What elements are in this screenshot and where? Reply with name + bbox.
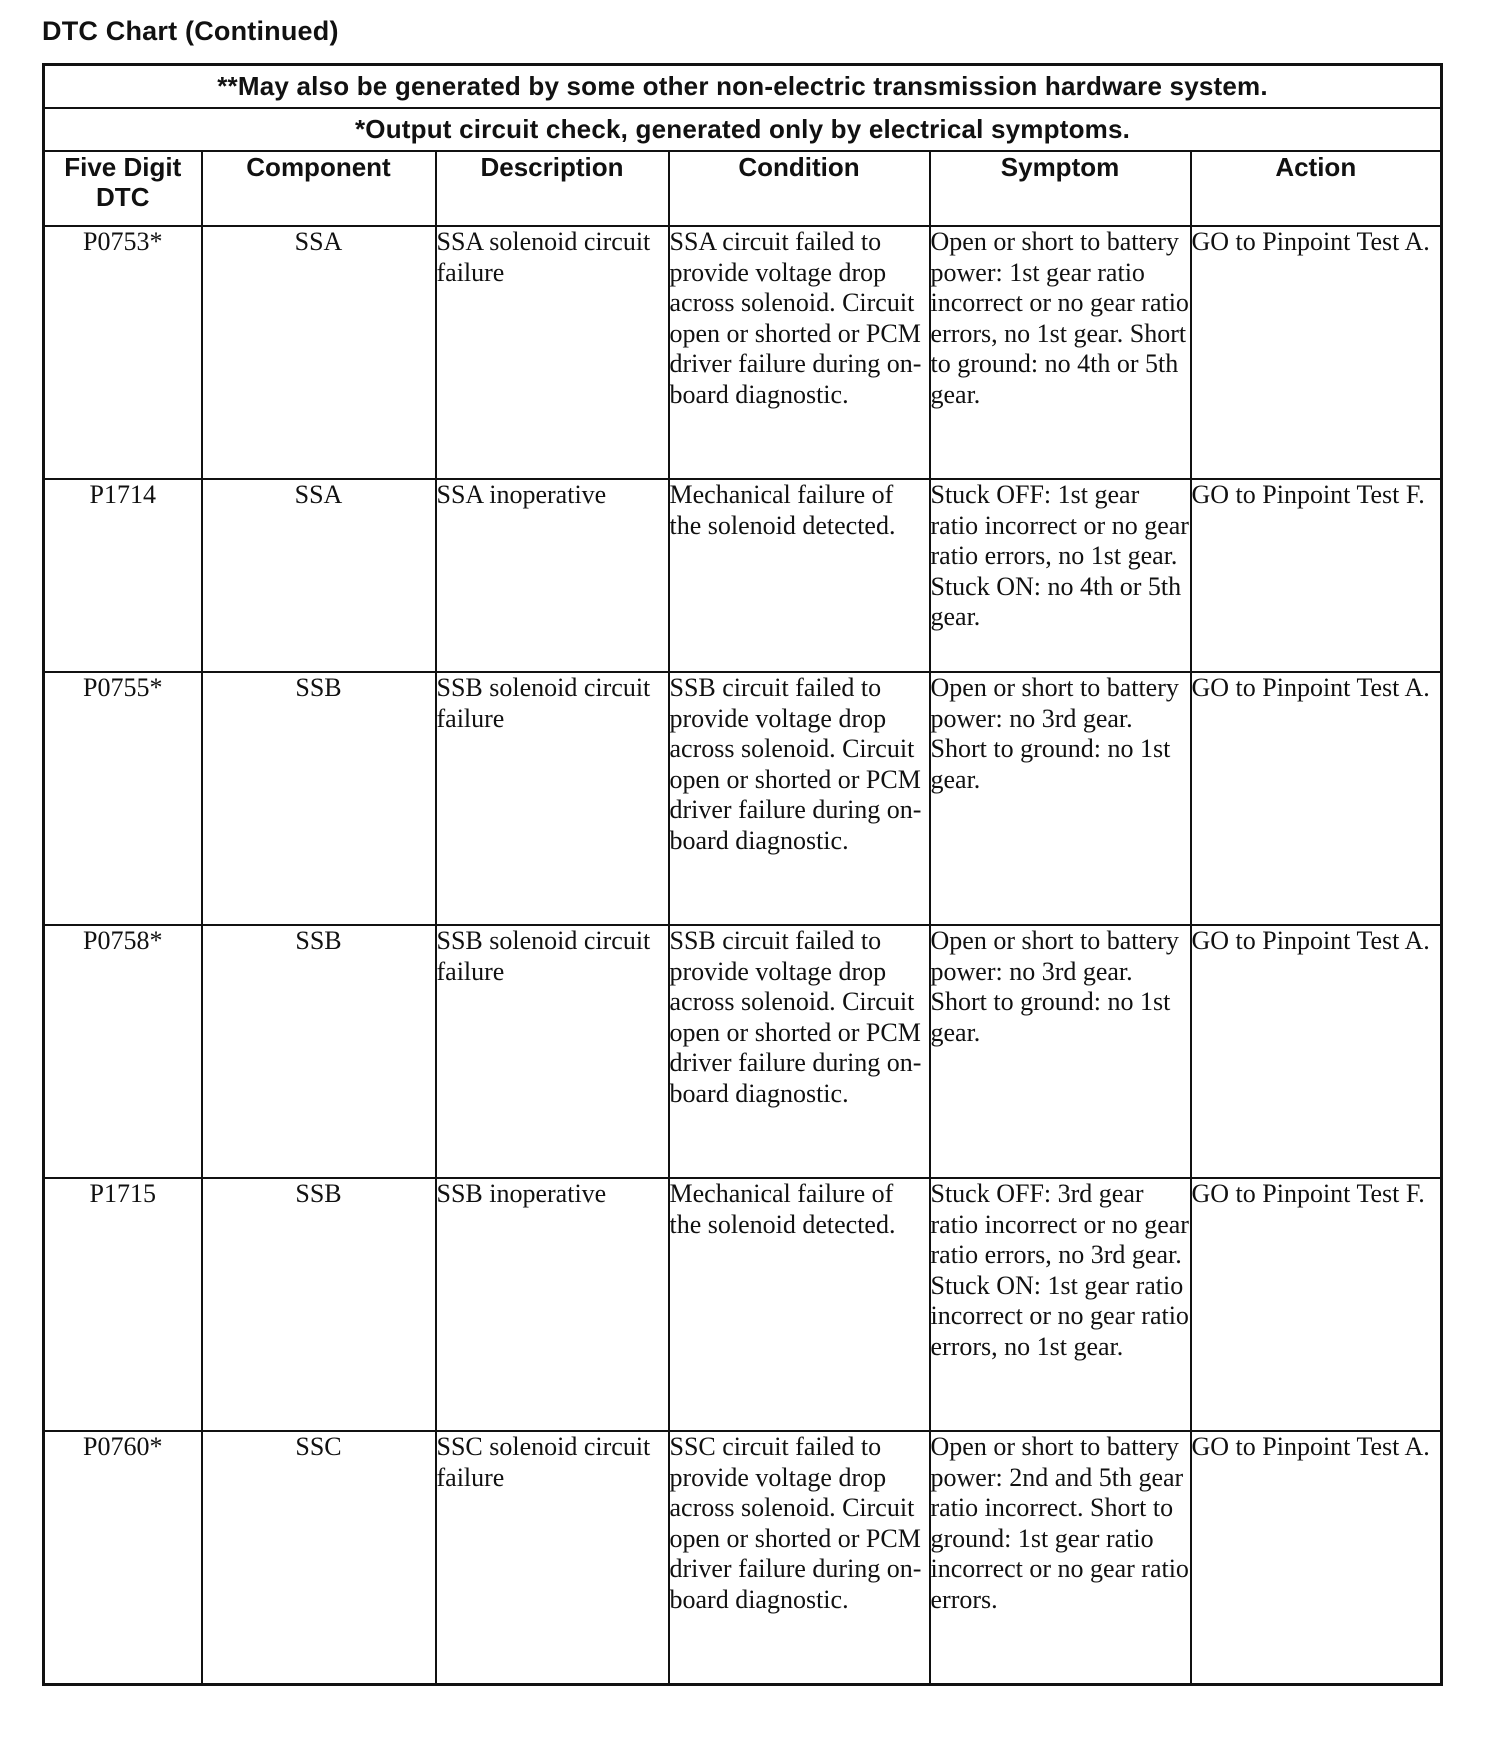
table-row [44, 479, 1442, 672]
symptom: Open or short to battery power: no 3rd gear. Short to ground: no 1st gear. [930, 925, 1191, 1178]
note-row [44, 65, 1442, 109]
description: SSB solenoid circuit failure [436, 672, 669, 925]
description: SSA solenoid circuit failure [436, 226, 669, 479]
table-row [44, 1178, 1442, 1431]
dtc-table [42, 63, 1443, 1686]
condition: SSA circuit failed to provide voltage drop across solenoid. Circuit open or shorted or PCM driver failure during on-board diagnostic. [669, 226, 930, 479]
action: GO to Pinpoint Test A. [1191, 226, 1442, 479]
dtc-code: P0755* [44, 672, 202, 925]
condition: Mechanical failure of the solenoid detected. [669, 479, 930, 672]
header-five-digit-dtc [44, 151, 202, 226]
dtc-code: P1714 [44, 479, 202, 672]
table-row [44, 672, 1442, 925]
action: GO to Pinpoint Test F. [1191, 479, 1442, 672]
component: SSB [202, 925, 436, 1178]
component: SSA [202, 479, 436, 672]
symptom: Stuck OFF: 3rd gear ratio incorrect or no gear ratio errors, no 3rd gear. Stuck ON: 1st gear ratio incorrect or no gear ratio errors, no 1st gear. [930, 1178, 1191, 1431]
header-condition: Condition [669, 151, 930, 226]
header-row [44, 151, 1442, 226]
description: SSC solenoid circuit failure [436, 1431, 669, 1685]
table-row [44, 226, 1442, 479]
action: GO to Pinpoint Test A. [1191, 925, 1442, 1178]
table-row [44, 925, 1442, 1178]
symptom: Open or short to battery power: no 3rd gear. Short to ground: no 1st gear. [930, 672, 1191, 925]
action: GO to Pinpoint Test F. [1191, 1178, 1442, 1431]
dtc-code: P0758* [44, 925, 202, 1178]
description: SSB solenoid circuit failure [436, 925, 669, 1178]
description: SSB inoperative [436, 1178, 669, 1431]
header-label: Five Digit DTC [64, 152, 182, 212]
header-description: Description [436, 151, 669, 226]
description: SSA inoperative [436, 479, 669, 672]
symptom: Open or short to battery power: 2nd and 5th gear ratio incorrect. Short to ground: 1st gear ratio incorrect or no gear ratio errors. [930, 1431, 1191, 1685]
note-nonelectric: **May also be generated by some other non-electric transmission hardware system. [44, 65, 1442, 109]
symptom: Open or short to battery power: 1st gear ratio incorrect or no gear ratio errors, no 1st gear. Short to ground: no 4th or 5th gear. [930, 226, 1191, 479]
component: SSB [202, 672, 436, 925]
note-row [44, 108, 1442, 151]
header-component: Component [202, 151, 436, 226]
condition: SSB circuit failed to provide voltage drop across solenoid. Circuit open or shorted or PCM driver failure during on-board diagnostic. [669, 672, 930, 925]
dtc-code: P1715 [44, 1178, 202, 1431]
table-row [44, 1431, 1442, 1685]
header-action: Action [1191, 151, 1442, 226]
symptom: Stuck OFF: 1st gear ratio incorrect or no gear ratio errors, no 1st gear. Stuck ON: no 4th or 5th gear. [930, 479, 1191, 672]
component: SSB [202, 1178, 436, 1431]
component: SSA [202, 226, 436, 479]
condition: SSB circuit failed to provide voltage drop across solenoid. Circuit open or shorted or PCM driver failure during on-board diagnostic. [669, 925, 930, 1178]
note-output-circuit: *Output circuit check, generated only by electrical symptoms. [44, 108, 1442, 151]
condition: SSC circuit failed to provide voltage drop across solenoid. Circuit open or shorted or PCM driver failure during on-board diagnostic. [669, 1431, 930, 1685]
dtc-code: P0760* [44, 1431, 202, 1685]
header-symptom: Symptom [930, 151, 1191, 226]
action: GO to Pinpoint Test A. [1191, 672, 1442, 925]
condition: Mechanical failure of the solenoid detected. [669, 1178, 930, 1431]
component: SSC [202, 1431, 436, 1685]
dtc-code: P0753* [44, 226, 202, 479]
action: GO to Pinpoint Test A. [1191, 1431, 1442, 1685]
page-title: DTC Chart (Continued) [42, 16, 339, 46]
